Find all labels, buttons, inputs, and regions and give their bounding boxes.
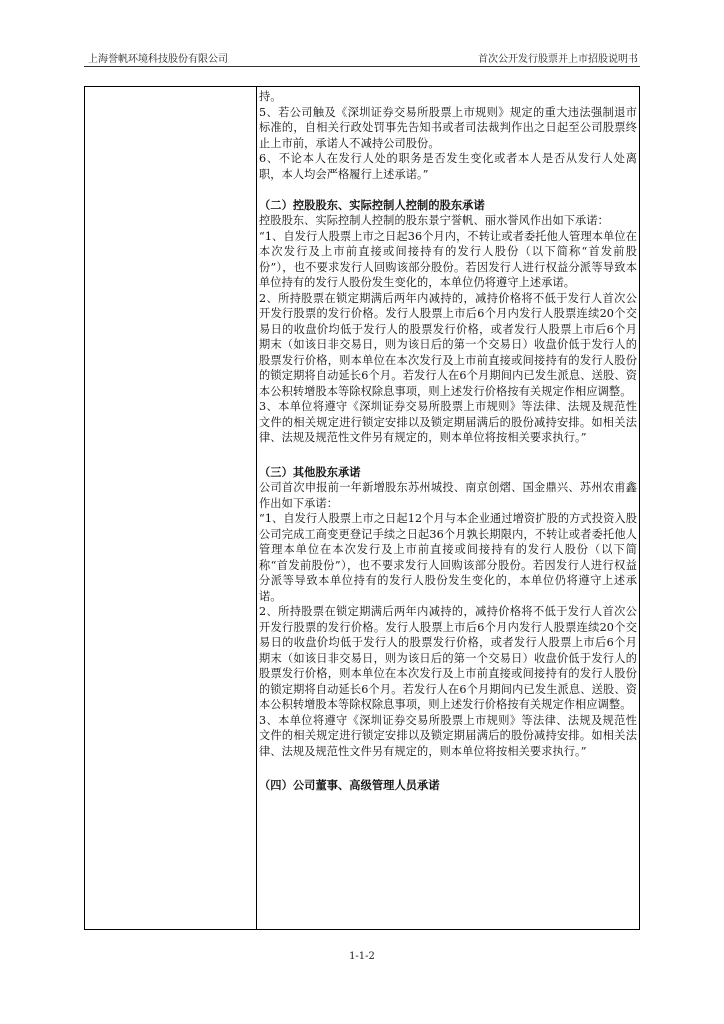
paragraph-2-item-2: 2、所持股票在锁定期满后两年内减持的，减持价格将不低于发行人首次公开发行股票的发行价格。发行人股票上市后6个月内发行人股票连续20个交易日的收盘价均低于发行人的股票发行价格，或者发行人股票上市后6个月期末（如该日非交易日，则为该日后的第一个交易日）收盘价低于发行人的股票发行价格，则本单位在本次发行及上市前直接或间接持有的发行人股份的锁定期将自动延长6个月。若发行人在6个月期间内已发生派息、送股、资本公积转增股本等除权除息事项，则上述发行价格按有关规定作相应调整。 [259,291,637,398]
paragraph-item-6: 6、不论本人在发行人处的职务是否发生变化或者本人是否从发行人处离职，本人均会严格履行上述承诺。” [259,152,637,181]
commitment-table [84,86,640,930]
paragraph-2-item-3: 3、本单位将遵守《深圳证券交易所股票上市规则》等法律、法规及规范性文件的相关规定进行锁定安排以及锁定期届满后的股份减持安排。如相关法律、法规及规范性文件另有规定的，则本单位将按相关要求执行。” [259,400,637,444]
commitment-content-cell [259,89,637,794]
column-divider [256,87,257,929]
header-doc-title: 首次公开发行股票并上市招股说明书 [478,54,638,65]
section-heading-4: （四）公司董事、高级管理人员承诺 [259,778,440,792]
paragraph-continued: 持。 [259,90,282,103]
paragraph-intro-2: 控股股东、实际控制人控制的股东景宁誉帆、丽水誉风作出如下承诺： [259,214,609,227]
section-heading-3: （三）其他股东承诺 [259,464,361,479]
paragraph-item-5: 5、若公司触及《深圳证券交易所股票上市规则》规定的重大违法强制退市标准的，自相关行政处罚事先告知书或者司法裁判作出之日起至公司股票终止上市前，承诺人不减持公司股份。 [259,105,637,150]
paragraph-2-item-1: “1、自发行人股票上市之日起36个月内，不转让或者委托他人管理本单位在本次发行及上市前直接或间接持有的发行人股份（以下简称“首发前股份”），也不要求发行人回购该部分股份。若因发行人进行权益分派等导致本单位持有的发行人股份发生变化的，本单位仍将遵守上述承诺。 [259,229,637,289]
paragraph-3-item-1: “1、自发行人股票上市之日起12个月与本企业通过增资扩股的方式投资入股公司完成工商变更登记手续之日起36个月孰长期限内，不转让或者委托他人管理本单位在本次发行及上市前直接或间接持有的发行人股份（以下简称“首发前股份”），也不要求发行人回购该部分股份。若因发行人进行权益分派等导致本单位持有的发行人股份发生变化的，本单位仍将遵守上述承诺。 [259,512,637,603]
paragraph-3-item-3: 3、本单位将遵守《深圳证券交易所股票上市规则》等法律、法规及规范性文件的相关规定进行锁定安排以及锁定期届满后的股份减持安排。如相关法律、法规及规范性文件另有规定的，则本单位将按相关要求执行。” [259,713,637,758]
header-rule [84,66,640,67]
page-header [84,49,640,63]
section-heading-2: （二）控股股东、实际控制人控制的股东承诺 [259,197,485,212]
page-number: 1-1-2 [349,951,375,962]
paragraph-3-item-2: 2、所持股票在锁定期满后两年内减持的，减持价格将不低于发行人首次公开发行股票的发行价格。发行人股票上市后6个月内发行人股票连续20个交易日的收盘价均低于发行人的股票发行价格，或者发行人股票上市后6个月期末（如该日非交易日，则为该日后的第一个交易日）收盘价低于发行人的股票发行价格，则本单位在本次发行及上市前直接或间接持有的发行人股份的锁定期将自动延长6个月。若发行人在6个月期间内已发生派息、送股、资本公积转增股本等除权除息事项，则上述发行价格按有关规定作相应调整。 [259,605,637,711]
paragraph-intro-3: 公司首次申报前一年新增股东苏州城投、南京创熠、国金鼎兴、苏州农甫鑫作出如下承诺： [259,481,637,510]
header-company: 上海誉帆环境科技股份有限公司 [88,54,228,65]
